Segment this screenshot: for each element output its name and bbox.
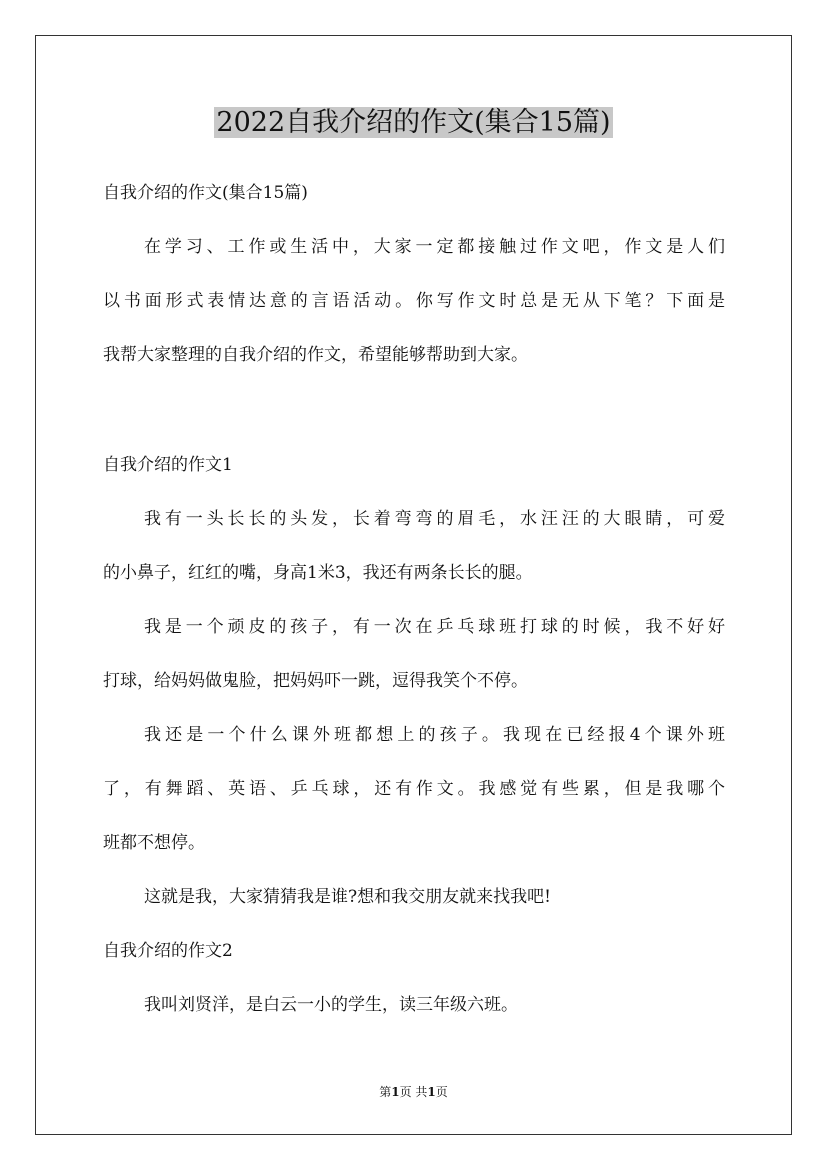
- footer-page-total: 1: [427, 1085, 436, 1099]
- footer-page-current: 1: [391, 1085, 400, 1099]
- section-heading-1: 自我介绍的作文1: [103, 455, 233, 475]
- paragraph-line: 我叫刘贤洋，是白云一小的学生，读三年级六班。: [144, 995, 518, 1015]
- footer-page-prefix: 第: [379, 1085, 392, 1099]
- paragraph-line: 打球，给妈妈做鬼脸，把妈妈吓一跳，逗得我笑个不停。: [103, 671, 528, 691]
- document-title: [0, 104, 827, 142]
- page-footer: [0, 1083, 827, 1101]
- paragraph-line: 我有一头长长的头发，长着弯弯的眉毛，水汪汪的大眼睛，可爱: [144, 509, 725, 529]
- paragraph-line: 我还是一个什么课外班都想上的孩子。我现在已经报4个课外班: [144, 725, 725, 745]
- document-title-text: 2022自我介绍的作文(集合15篇): [216, 107, 611, 138]
- paragraph-line: 了，有舞蹈、英语、乒乓球，还有作文。我感觉有些累，但是我哪个: [103, 779, 725, 799]
- document-subtitle: 自我介绍的作文(集合15篇): [103, 183, 308, 203]
- paragraph-line: 我是一个顽皮的孩子，有一次在乒乓球班打球的时候，我不好好: [144, 617, 725, 637]
- paragraph-line: 班都不想停。: [103, 833, 205, 853]
- paragraph-line: 的小鼻子，红红的嘴，身高1米3，我还有两条长长的腿。: [103, 563, 533, 583]
- intro-line: 以书面形式表情达意的言语活动。你写作文时总是无从下笔？下面是: [103, 291, 725, 311]
- section-heading-2: 自我介绍的作文2: [103, 941, 233, 961]
- footer-page-suffix: 页: [435, 1085, 448, 1099]
- intro-line: 我帮大家整理的自我介绍的作文，希望能够帮助到大家。: [103, 345, 528, 365]
- intro-line: 在学习、工作或生活中，大家一定都接触过作文吧，作文是人们: [144, 237, 725, 257]
- paragraph-line: 这就是我，大家猜猜我是谁?想和我交朋友就来找我吧!: [144, 887, 551, 907]
- footer-page-mid: 页 共: [399, 1085, 428, 1099]
